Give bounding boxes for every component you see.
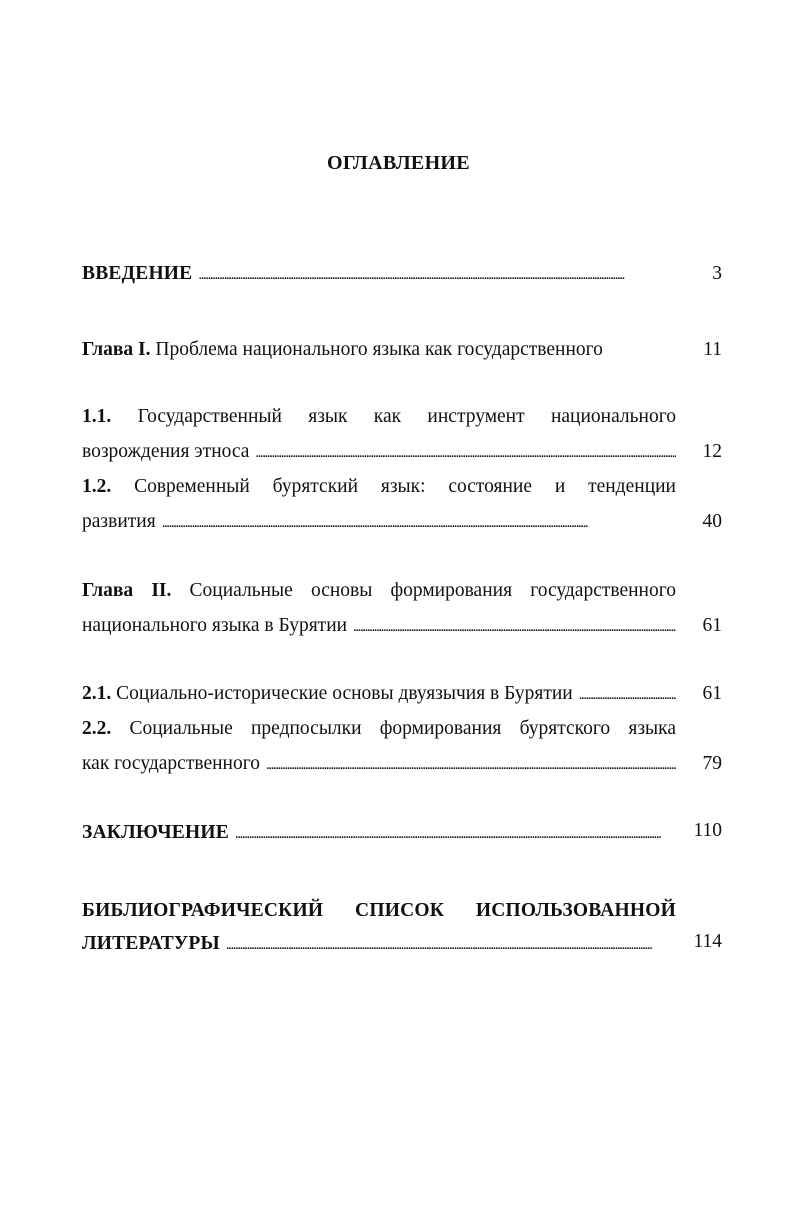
toc-entry-2-1	[82, 681, 676, 707]
toc-label: Социальные основы формирования государственного	[189, 580, 677, 601]
toc-page: 61	[702, 683, 722, 704]
toc-label: Современный бурятский язык: состояние и тенденции	[134, 476, 676, 497]
toc-label: БИБЛИОГРАФИЧЕСКИЙ СПИСОК ИСПОЛЬЗОВАННОЙ	[82, 900, 676, 921]
toc-label: ВВЕДЕНИЕ	[82, 263, 193, 284]
toc-number: Глава I.	[82, 339, 151, 360]
toc-page: 110	[693, 820, 722, 841]
toc-entry-1-1-cont	[82, 439, 676, 465]
toc-entry-conclusion	[82, 820, 676, 846]
toc-entry-chapter-2	[82, 578, 676, 604]
toc-label: Проблема национального языка как государственного	[155, 339, 603, 360]
dot-leader	[162, 509, 676, 535]
toc-page: 61	[702, 615, 722, 636]
dot-leader	[579, 681, 676, 707]
toc-number: 1.2.	[82, 476, 112, 497]
toc-entry-1-2	[82, 474, 676, 500]
toc-label: ЛИТЕРАТУРЫ	[82, 933, 220, 954]
toc-label: развития	[82, 511, 156, 532]
toc-page: 12	[702, 441, 722, 462]
toc-label: как государственного	[82, 753, 260, 774]
toc-entry-1-2-cont	[82, 509, 676, 535]
toc-label: Государственный язык как инструмент национального	[137, 406, 676, 427]
toc-number: 2.2.	[82, 718, 112, 739]
dot-leader	[353, 613, 676, 639]
dot-leader	[226, 931, 676, 957]
dot-leader	[235, 820, 676, 846]
toc-page: 3	[712, 263, 722, 284]
toc-label: ЗАКЛЮЧЕНИЕ	[82, 822, 229, 843]
toc-entry-chapter-1	[82, 337, 676, 363]
toc-page: 79	[702, 753, 722, 774]
toc-label: Социально-исторические основы двуязычия в Бурятии	[116, 683, 573, 704]
dot-leader	[198, 261, 676, 287]
toc-number: Глава II.	[82, 580, 172, 601]
dot-leader	[266, 751, 676, 777]
dot-leader	[255, 439, 676, 465]
toc-entry-1-1	[82, 404, 676, 430]
toc-page: 40	[702, 511, 722, 532]
toc-entry-bibliography	[82, 898, 676, 924]
toc-label: возрождения этноса	[82, 441, 250, 462]
toc-entry-chapter-2-cont	[82, 613, 676, 639]
toc-entry-2-2	[82, 716, 676, 742]
toc-page: 114	[693, 931, 722, 952]
toc-number: 2.1.	[82, 683, 112, 704]
toc-entry-2-2-cont	[82, 751, 676, 777]
toc-page: 11	[703, 339, 722, 360]
toc-label: национального языка в Бурятии	[82, 615, 348, 636]
toc-entry-bibliography-cont	[82, 931, 676, 957]
toc-entry-intro	[82, 261, 676, 287]
toc-label: Социальные предпосылки формирования бурятского языка	[129, 718, 676, 739]
toc-number: 1.1.	[82, 406, 112, 427]
page-title: ОГЛАВЛЕНИЕ	[327, 152, 470, 174]
